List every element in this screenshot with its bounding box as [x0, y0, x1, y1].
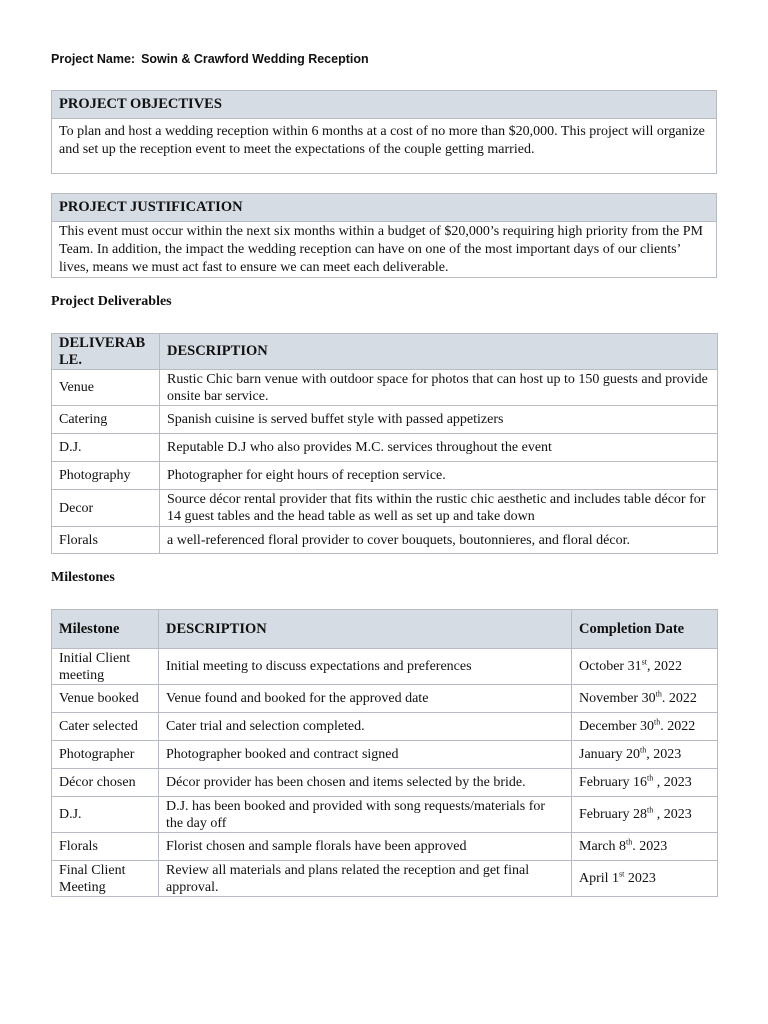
deliverable-description: Spanish cuisine is served buffet style with passed appetizers — [160, 406, 718, 434]
table-row — [52, 406, 718, 434]
justification-box — [51, 193, 717, 278]
milestone-name: Venue booked — [52, 685, 159, 713]
deliverable-description: Rustic Chic barn venue with outdoor space for photos that can host up to 150 guests and provide onsite bar service. — [160, 370, 718, 406]
table-row — [52, 861, 718, 897]
milestone-description: Florist chosen and sample florals have been approved — [159, 833, 572, 861]
milestones-table — [51, 609, 718, 897]
milestone-date: March 8th. 2023 — [572, 833, 718, 861]
milestones-header-completion-date: Completion Date — [572, 610, 718, 649]
milestones-header-milestone: Milestone — [52, 610, 159, 649]
objectives-text: To plan and host a wedding reception within 6 months at a cost of no more than $20,000. This project will organize and set up the reception event to meet the expectations of the couple getting married. — [59, 124, 705, 157]
milestone-description: Initial meeting to discuss expectations and preferences — [159, 649, 572, 685]
deliverables-title: Project Deliverables — [51, 294, 172, 309]
milestone-name: Photographer — [52, 741, 159, 769]
project-name — [51, 52, 369, 66]
project-name-value: Sowin & Crawford Wedding Reception — [141, 52, 369, 66]
table-row — [52, 490, 718, 527]
table-row — [52, 685, 718, 713]
milestone-description: Photographer booked and contract signed — [159, 741, 572, 769]
milestone-name: D.J. — [52, 797, 159, 833]
milestone-name: Initial Client meeting — [52, 649, 159, 685]
milestone-description: D.J. has been booked and provided with song requests/materials for the day off — [159, 797, 572, 833]
table-row — [52, 713, 718, 741]
project-name-label: Project Name: — [51, 52, 136, 66]
milestone-date: December 30th. 2022 — [572, 713, 718, 741]
table-row — [52, 797, 718, 833]
deliverable-name: Venue — [52, 370, 160, 406]
deliverable-description: a well-referenced floral provider to cover bouquets, boutonnieres, and floral décor. — [160, 527, 718, 554]
milestones-title: Milestones — [51, 570, 115, 585]
deliverables-table — [51, 333, 718, 554]
milestones-header-description: DESCRIPTION — [159, 610, 572, 649]
milestone-name: Final Client Meeting — [52, 861, 159, 897]
deliverable-name: Photography — [52, 462, 160, 490]
objectives-box — [51, 90, 717, 174]
milestone-date: April 1st 2023 — [572, 861, 718, 897]
milestone-description: Décor provider has been chosen and items selected by the bride. — [159, 769, 572, 797]
table-row — [52, 833, 718, 861]
deliverable-description: Reputable D.J who also provides M.C. services throughout the event — [160, 434, 718, 462]
milestone-description: Cater trial and selection completed. — [159, 713, 572, 741]
milestone-name: Florals — [52, 833, 159, 861]
milestone-date: February 28th , 2023 — [572, 797, 718, 833]
deliverables-header-description: DESCRIPTION — [160, 334, 718, 370]
milestone-name: Cater selected — [52, 713, 159, 741]
milestone-date: October 31st, 2022 — [572, 649, 718, 685]
table-row — [52, 462, 718, 490]
justification-text: This event must occur within the next six months within a budget of $20,000’s requiring high priority from the PM Team. In addition, the impact the wedding reception can have on one of the most important days of our clients’ lives, means we must act fast to ensure we can meet each deliverable. — [59, 224, 703, 275]
table-row — [52, 769, 718, 797]
milestone-description: Review all materials and plans related the reception and get final approval. — [159, 861, 572, 897]
milestone-description: Venue found and booked for the approved date — [159, 685, 572, 713]
deliverable-name: Florals — [52, 527, 160, 554]
deliverable-name: Decor — [52, 490, 160, 527]
deliverable-name: D.J. — [52, 434, 160, 462]
deliverables-header-deliverable: DELIVERAB LE. — [52, 334, 160, 370]
milestone-date: February 16th , 2023 — [572, 769, 718, 797]
deliverable-description: Photographer for eight hours of reception service. — [160, 462, 718, 490]
deliverables-header-row — [52, 334, 718, 370]
milestone-date: November 30th. 2022 — [572, 685, 718, 713]
table-row — [52, 434, 718, 462]
milestones-header-row — [52, 610, 718, 649]
deliverable-name: Catering — [52, 406, 160, 434]
objectives-title: PROJECT OBJECTIVES — [52, 91, 716, 119]
milestone-date: January 20th, 2023 — [572, 741, 718, 769]
milestone-name: Décor chosen — [52, 769, 159, 797]
table-row — [52, 649, 718, 685]
justification-title: PROJECT JUSTIFICATION — [52, 194, 716, 222]
deliverable-description: Source décor rental provider that fits within the rustic chic aesthetic and includes table décor for 14 guest tables and the head table as well as set up and take down — [160, 490, 718, 527]
table-row — [52, 741, 718, 769]
table-row — [52, 527, 718, 554]
table-row — [52, 370, 718, 406]
